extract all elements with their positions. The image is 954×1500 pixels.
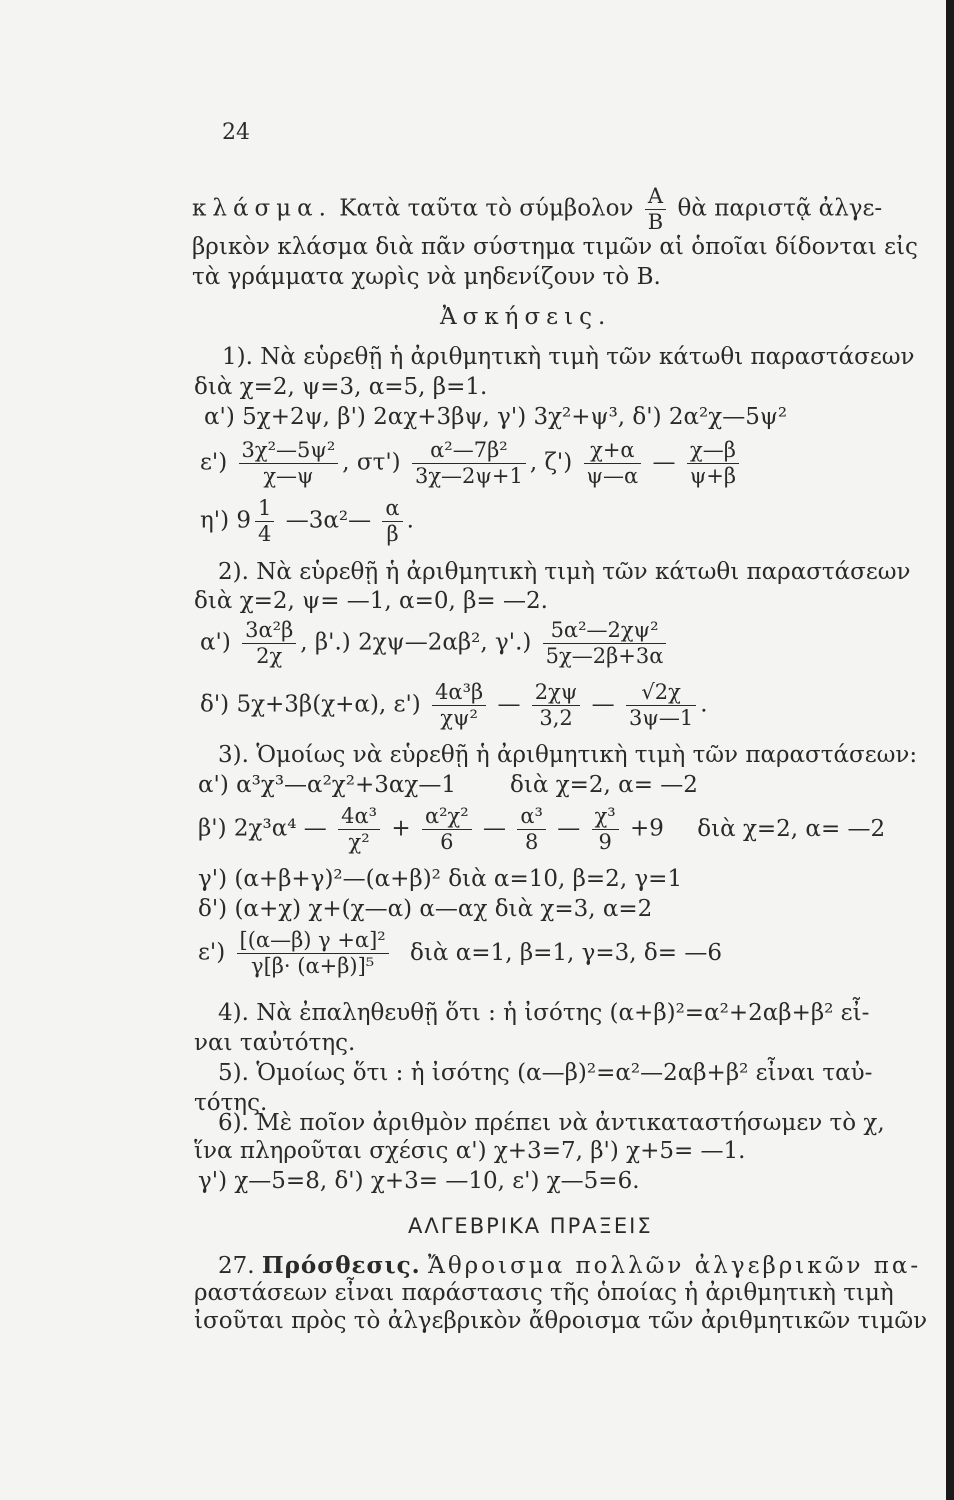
ex3-g: γ') (α+β+γ)²—(α+β)² διὰ α=10, β=2, γ=1 — [198, 866, 683, 892]
exercises-title: Ἀσκήσεις. — [440, 304, 612, 330]
intro-line-2: βρικὸν κλάσμα διὰ πᾶν σύστημα τιμῶν αἱ ὁποῖαι δίδονται εἰς — [192, 234, 918, 260]
ex4-line-1: 4). Νὰ ἐπαληθευθῇ ὅτι : ἡ ἰσότης (α+β)²=α²+2αβ+β² εἶ- — [218, 1000, 870, 1026]
ex1-line-1: 1). Νὰ εὑρεθῇ ἡ ἀριθμητικὴ τιμὴ τῶν κάτωθι παραστάσεων — [222, 344, 915, 370]
ex3-b: β') 2χ³α⁴ — $\frac{\text{4α³}}{\text{χ²}}$ + $\frac{\text{α²χ²}}{6}$ — $\frac{\text{α³}}{8}$ — $\frac{\text{χ³}}{9}$ +9 διὰ χ=2, α= —2 — [198, 804, 886, 854]
ex2-frac-a: $\frac{\text{3α²β}}{2\chi}$ — [242, 620, 296, 667]
ex2-line-3: α') $\frac{\text{3α²β}}{2\chi}$ , β'.) 2χψ—2αβ², γ'.) $\frac{\text{5α²—2χψ²}}{5\chi—2\beta+3\alpha}$ — [200, 620, 670, 667]
ex1-frac-h1: $\frac{1}{4}$ — [255, 498, 274, 545]
ex1-frac-h2: $\frac{\alpha}{\beta}$ — [382, 498, 402, 545]
intro-line-1 — [192, 186, 882, 233]
ex3-a: α') α³χ³—α²χ²+3αχ—1 διὰ χ=2, α= —2 — [198, 772, 698, 798]
ex3-frac-b3: $\frac{\text{α³}}{8}$ — [517, 806, 546, 853]
ex5-line-2: τότης. — [194, 1090, 268, 1116]
par27-line-1: 27. Πρόσθεσις. Ἄθροισμα πολλῶν ἀλγεβρικῶν πα- — [218, 1252, 922, 1279]
ex6-line-3: γ') χ—5=8, δ') χ+3= —10, ε') χ—5=6. — [198, 1168, 640, 1194]
section-title: ΑΛΓΕΒΡΙΚΑ ΠΡΑΞΕΙΣ — [408, 1214, 653, 1238]
ex3-e: ε') $\frac{\text{[(α—β) γ +α]²}}{\text{γ[β· (α+β)]⁵}}$ διὰ α=1, β=1, γ=3, δ= —6 — [198, 928, 722, 978]
ex1-line-5: η') 9 $\frac{1}{4}$ —3α²— $\frac{\alpha}{\beta}$ . — [200, 496, 414, 546]
ex2-line-4: δ') 5χ+3β(χ+α), ε') $\frac{\text{4α³β}}{\text{χψ²}}$ — $\frac{2\chi\psi}{3,2}$ — $\frac{√2\chi}{3\psi—1}$ . — [200, 680, 708, 730]
ex2-frac-e1: $\frac{\text{4α³β}}{\text{χψ²}}$ — [432, 682, 486, 729]
par27-line-3: ἰσοῦται πρὸς τὸ ἀλγεβρικὸν ἄθροισμα τῶν ἀριθμητικῶν τιμῶν — [194, 1308, 928, 1334]
page-edge — [946, 0, 954, 1500]
ex4-line-2: ναι ταὐτότης. — [194, 1030, 356, 1056]
ex1-frac-e: $\frac{\text{3χ²—5ψ²}}{\chi—\psi}$ — [239, 440, 339, 487]
ex3-line-1: 3). Ὁμοίως νὰ εὑρεθῇ ἡ ἀριθμητικὴ τιμὴ τῶν παραστάσεων: — [218, 742, 918, 768]
intro-text: Κατὰ ταῦτα τὸ σύμβολον — [339, 195, 634, 222]
ex2-frac-e2: $\frac{2\chi\psi}{3,2}$ — [532, 682, 581, 729]
par27-term: Πρόσθεσις. — [261, 1252, 421, 1279]
ex2-frac-g: $\frac{\text{5α²—2χψ²}}{5\chi—2\beta+3\alpha}$ — [543, 620, 667, 667]
ex1-line-2: διὰ χ=2, ψ=3, α=5, β=1. — [194, 374, 488, 400]
intro-word-klasma: κλάσμα. — [192, 195, 332, 222]
ex6-line-2: ἵνα πληροῦται σχέσις α') χ+3=7, β') χ+5= —1. — [194, 1138, 746, 1164]
ex1-line-3: α') 5χ+2ψ, β') 2αχ+3βψ, γ') 3χ²+ψ³, δ') 2α²χ—5ψ² — [204, 404, 788, 430]
intro-text-cont: θὰ παριστᾷ ἀλγε- — [677, 195, 883, 222]
ex3-frac-e: $\frac{\text{[(α—β) γ +α]²}}{\text{γ[β· (α+β)]⁵}}$ — [237, 930, 389, 977]
ex3-frac-b1: $\frac{\text{4α³}}{\text{χ²}}$ — [338, 806, 380, 853]
ex2-line-2: διὰ χ=2, ψ= —1, α=0, β= —2. — [194, 588, 548, 614]
ex6-line-1: 6). Μὲ ποῖον ἀριθμὸν πρέπει νὰ ἀντικαταστήσωμεν τὸ χ, — [218, 1110, 885, 1136]
ex1-frac-z2: $\frac{\chi—\beta}{\psi+\beta}$ — [687, 440, 739, 487]
ex1-frac-st: $\frac{\text{α²—7β²}}{3\chi—2\psi+1}$ — [412, 440, 526, 487]
page-number: 24 — [222, 120, 250, 145]
ex3-frac-b4: $\frac{\text{χ³}}{9}$ — [592, 806, 619, 853]
ex5-line-1: 5). Ὁμοίως ὅτι : ἡ ἰσότης (α—β)²=α²—2αβ+β² εἶναι ταὐ- — [218, 1060, 873, 1086]
fraction-a-over-b: $\frac{A}{B}$ — [645, 186, 666, 233]
ex3-d: δ') (α+χ) χ+(χ—α) α—αχ διὰ χ=3, α=2 — [198, 896, 653, 922]
par27-line-2: ραστάσεων εἶναι παράστασις τῆς ὁποίας ἡ ἀριθμητικὴ τιμὴ — [194, 1280, 894, 1306]
ex3-frac-b2: $\frac{\text{α²χ²}}{6}$ — [422, 806, 472, 853]
ex1-line-4: ε') $\frac{\text{3χ²—5ψ²}}{\chi—\psi}$ , στ') $\frac{\text{α²—7β²}}{3\chi—2\psi+1}$ , ζ') $\frac{\chi+\alpha}{\psi—\alpha}$ — $\frac{\chi—\beta}{\psi+\beta}$ — [200, 440, 743, 487]
intro-line-3: τὰ γράμματα χωρὶς νὰ μηδενίζουν τὸ B. — [192, 264, 661, 290]
ex2-line-1: 2). Νὰ εὑρεθῇ ἡ ἀριθμητικὴ τιμὴ τῶν κάτωθι παραστάσεων — [218, 559, 911, 585]
ex2-frac-e3: $\frac{√2\chi}{3\psi—1}$ — [626, 682, 696, 729]
ex1-frac-z1: $\frac{\chi+\alpha}{\psi—\alpha}$ — [584, 440, 642, 487]
